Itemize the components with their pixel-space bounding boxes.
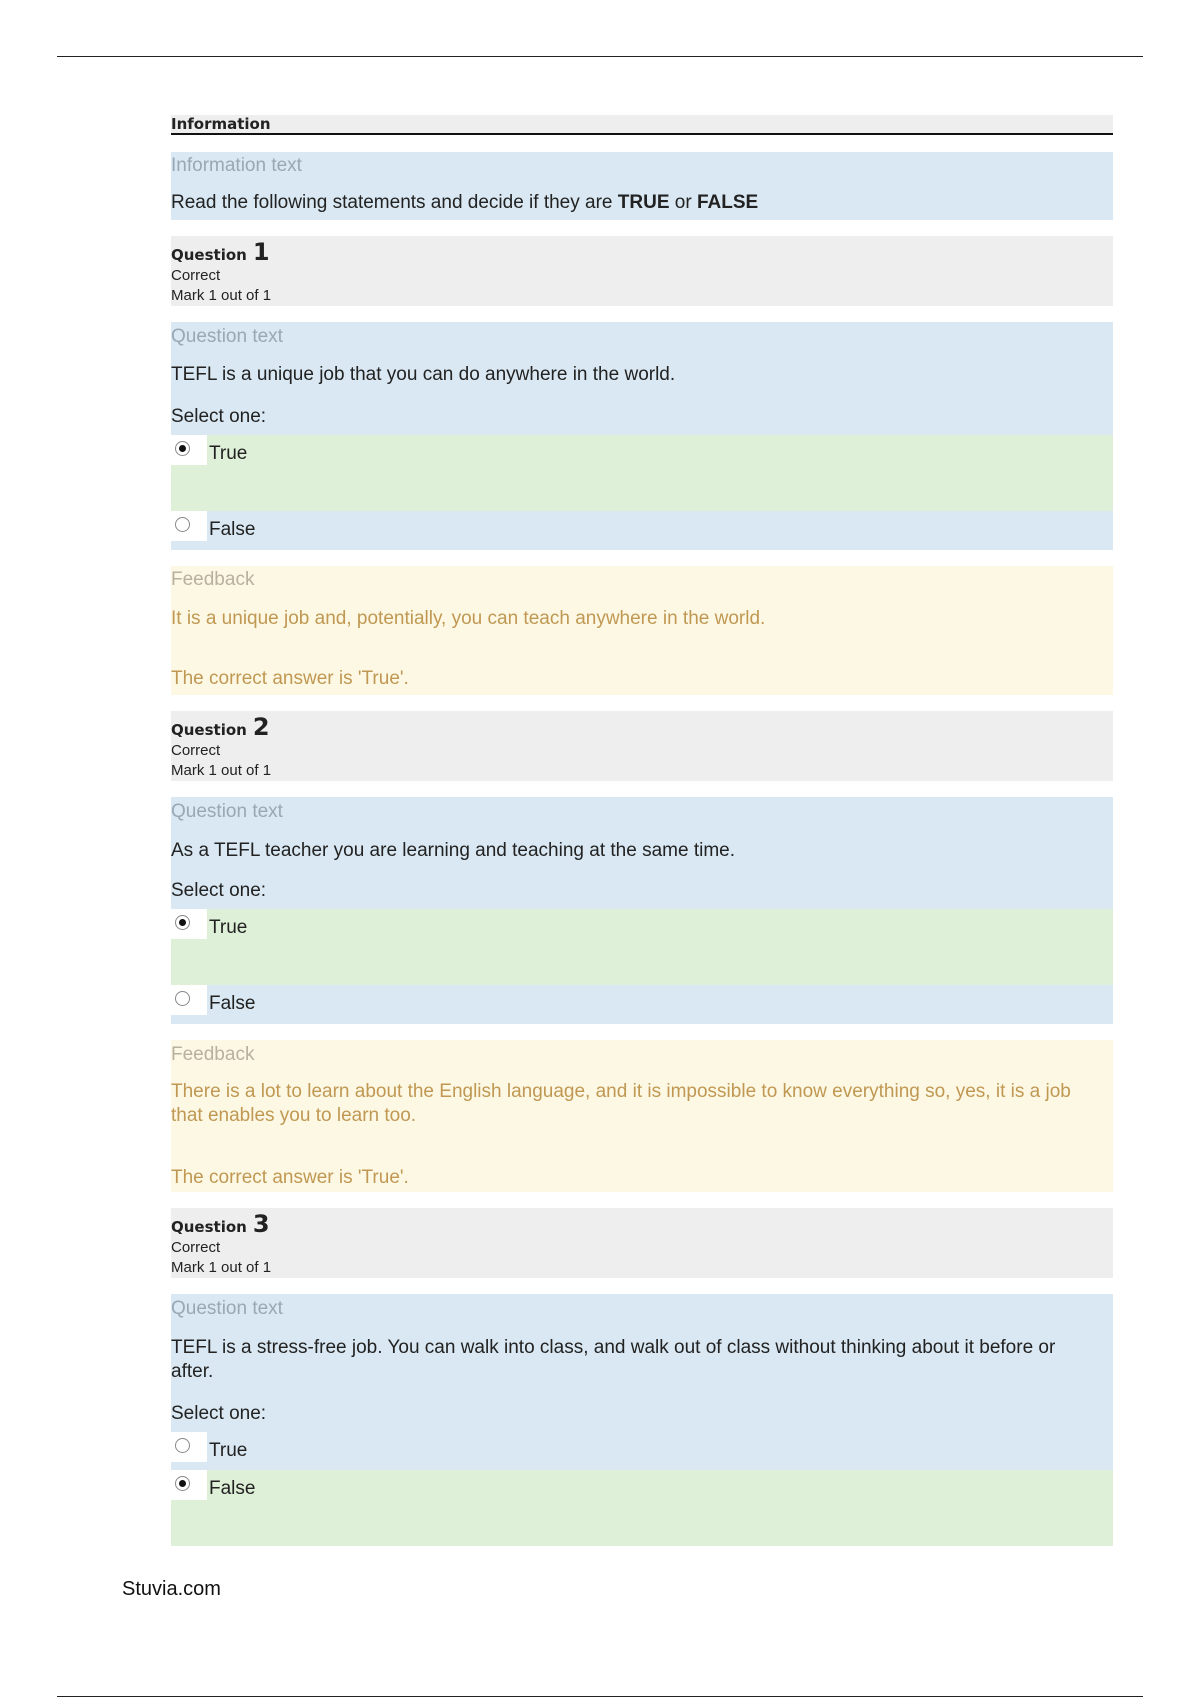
information-header-label: Information [171, 115, 271, 133]
question-3-option-false-label: False [209, 1478, 256, 1499]
question-2-state: Correct [171, 742, 221, 759]
question-1-text-label: Question text [171, 326, 283, 347]
question-1-number: 1 [252, 238, 270, 266]
question-2-option-true[interactable] [171, 909, 1113, 985]
question-3-text: TEFL is a stress-free job. You can walk into class, and walk out of class without thinking about it before or after. [171, 1337, 1056, 1382]
question-2-body [171, 797, 1113, 1024]
radio-checked-icon[interactable] [175, 441, 190, 456]
question-1-options [171, 435, 1113, 549]
question-1-option-false-label: False [209, 519, 256, 540]
question-2-options [171, 909, 1113, 1023]
information-header [171, 115, 1113, 135]
question-3-options [171, 1432, 1113, 1546]
question-1-title [171, 238, 270, 266]
information-box [171, 152, 1113, 220]
question-3-option-false[interactable] [171, 1470, 1113, 1546]
question-1-title-label: Question [171, 246, 247, 264]
radio-unchecked-icon[interactable] [175, 991, 190, 1006]
question-3-title-label: Question [171, 1218, 247, 1236]
footer-brand[interactable]: Stuvia.com [122, 1578, 221, 1600]
question-3-option-true[interactable] [171, 1432, 1113, 1470]
question-1-option-false-radio-area [171, 511, 207, 541]
question-2-text: As a TEFL teacher you are learning and teaching at the same time. [171, 840, 735, 861]
question-3-select-prompt: Select one: [171, 1403, 267, 1424]
question-1-state: Correct [171, 267, 221, 284]
question-2-title [171, 713, 270, 741]
question-1-select-prompt: Select one: [171, 406, 267, 427]
instructions-false: FALSE [696, 192, 759, 213]
radio-unchecked-icon[interactable] [175, 517, 190, 532]
question-2-title-label: Question [171, 721, 247, 739]
question-2-feedback-text: There is a lot to learn about the English language, and it is impossible to know everything so, yes, it is a job that enables you to learn too. [171, 1081, 1071, 1126]
question-3-option-false-radio-area [171, 1470, 207, 1500]
radio-checked-icon[interactable] [175, 1476, 190, 1491]
radio-checked-icon[interactable] [175, 915, 190, 930]
instructions-prefix: Read the following statements and decide if they are [171, 192, 618, 213]
question-1-header [171, 236, 1113, 306]
instructions-or: or [669, 192, 697, 213]
radio-unchecked-icon[interactable] [175, 1438, 190, 1453]
question-3-body [171, 1294, 1113, 1546]
question-3-title [171, 1210, 270, 1238]
question-1-option-true[interactable] [171, 435, 1113, 511]
question-2-option-true-label: True [209, 917, 248, 938]
information-text-label: Information text [171, 155, 302, 176]
question-3-text-label: Question text [171, 1298, 283, 1319]
question-3-header [171, 1208, 1113, 1278]
question-2-text-label: Question text [171, 801, 283, 822]
question-1-option-true-label: True [209, 443, 248, 464]
question-3-mark: Mark 1 out of 1 [171, 1259, 272, 1276]
quiz-review [171, 115, 1113, 1546]
information-instructions [171, 191, 1095, 215]
question-3-option-true-label: True [209, 1440, 248, 1461]
question-2-feedback-label: Feedback [171, 1044, 255, 1065]
question-1-mark: Mark 1 out of 1 [171, 287, 272, 304]
question-2-option-false-radio-area [171, 985, 207, 1015]
question-3-option-true-radio-area [171, 1432, 207, 1462]
question-2-select-prompt: Select one: [171, 880, 267, 901]
question-1-feedback-label: Feedback [171, 569, 255, 590]
instructions-true: TRUE [617, 192, 670, 213]
question-2-header [171, 711, 1113, 781]
question-2-option-true-radio-area [171, 909, 207, 939]
question-1-option-false[interactable] [171, 511, 1113, 549]
question-2-option-false-label: False [209, 993, 256, 1014]
question-1-feedback [171, 566, 1113, 695]
question-2-feedback [171, 1040, 1113, 1192]
question-3-state: Correct [171, 1239, 221, 1256]
bottom-rule [57, 1696, 1143, 1697]
question-1-correct-answer: The correct answer is 'True'. [171, 668, 409, 689]
question-1-option-true-radio-area [171, 435, 207, 465]
question-2-option-false[interactable] [171, 985, 1113, 1023]
question-1-body [171, 322, 1113, 550]
question-1-text: TEFL is a unique job that you can do anywhere in the world. [171, 364, 676, 385]
question-1-feedback-text: It is a unique job and, potentially, you can teach anywhere in the world. [171, 608, 766, 629]
question-2-number: 2 [252, 713, 270, 741]
question-2-mark: Mark 1 out of 1 [171, 762, 272, 779]
question-3-number: 3 [252, 1210, 270, 1238]
top-rule [57, 56, 1143, 57]
question-2-correct-answer: The correct answer is 'True'. [171, 1167, 409, 1188]
